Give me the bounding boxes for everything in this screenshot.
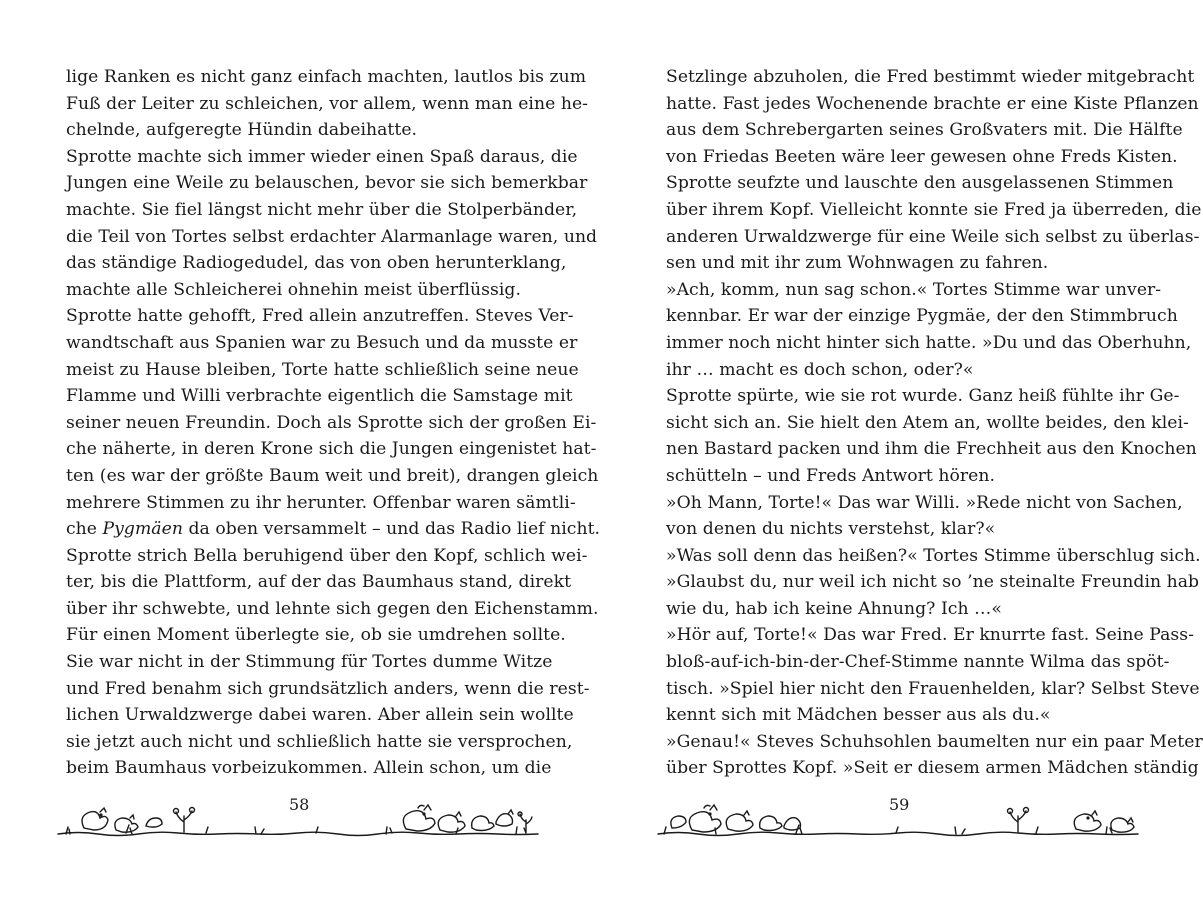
text-line: kennt sich mit Mädchen besser aus als du.« <box>666 705 1051 726</box>
text-line: »Ach, komm, nun sag schon.« Tortes Stimme war unver- <box>666 279 1162 300</box>
text-line: mehrere Stimmen zu ihr herunter. Offenbar waren sämtli- <box>66 492 576 513</box>
text-line: von denen du nichts verstehst, klar?« <box>666 519 996 540</box>
text-line: »Genau!« Steves Schuhsohlen baumelten nur ein paar Meter <box>666 731 1203 752</box>
text-line: ter, bis die Plattform, auf der das Baumhaus stand, direkt <box>66 572 572 593</box>
text-line: »Was soll denn das heißen?« Tortes Stimme überschlug sich. <box>666 545 1201 566</box>
text-line: und Fred benahm sich grundsätzlich anders, wenn die rest- <box>66 678 590 699</box>
text-line: tisch. »Spiel hier nicht den Frauenhelden, klar? Selbst Steve <box>666 678 1200 699</box>
text-line: aus dem Schrebergarten seines Großvaters mit. Die Hälfte <box>666 120 1183 141</box>
left-page-text <box>66 64 601 782</box>
text-line: Setzlinge abzuholen, die Fred bestimmt wieder mitgebracht <box>666 67 1195 87</box>
text-line: beim Baumhaus vorbeizukommen. Allein schon, um die <box>66 758 552 779</box>
text-line: »Glaubst du, nur weil ich nicht so ’ne steinalte Freundin hab <box>666 572 1200 593</box>
text-line: ten (es war der größte Baum weit und breit), drangen gleich <box>66 465 599 486</box>
text-line: lige Ranken es nicht ganz einfach machten, lautlos bis zum <box>66 67 587 87</box>
text-line: che näherte, in deren Krone sich die Jungen eingenistet hat- <box>66 439 597 460</box>
text-line: über Sprottes Kopf. »Seit er diesem armen Mädchen ständig <box>666 758 1199 779</box>
text-line: Sprotte machte sich immer wieder einen Spaß daraus, die <box>66 146 578 167</box>
text-line: ihr … macht es doch schon, oder?« <box>666 359 974 380</box>
text-line: nen Bastard packen und ihm die Frechheit aus den Knochen <box>666 439 1197 460</box>
text-line: sen und mit ihr zum Wohnwagen zu fahren. <box>666 253 1049 274</box>
text-line: »Hör auf, Torte!« Das war Fred. Er knurrte fast. Seine Pass- <box>666 625 1195 646</box>
text-line: von Friedas Beeten wäre leer gewesen ohne Freds Kisten. <box>666 146 1178 167</box>
text-line: über ihrem Kopf. Vielleicht konnte sie Fred ja überreden, die <box>666 199 1202 220</box>
text-line: seiner neuen Freundin. Doch als Sprotte sich der großen Ei- <box>66 412 597 433</box>
text-line: lichen Urwaldzwerge dabei waren. Aber allein sein wollte <box>66 705 574 726</box>
text-line: hatte. Fast jedes Wochenende brachte er eine Kiste Pflanzen <box>666 93 1199 114</box>
text-line: che Pygmäen da oben versammelt – und das Radio lief nicht. <box>66 519 601 540</box>
text-line: das ständige Radiogedudel, das von oben herunterklang, <box>66 253 567 274</box>
text-line: kennbar. Er war der einzige Pygmäe, der den Stimmbruch <box>666 306 1178 327</box>
text-line: Sie war nicht in der Stimmung für Tortes dumme Witze <box>66 652 553 673</box>
text-line: Für einen Moment überlegte sie, ob sie umdrehen sollte. <box>66 625 566 646</box>
text-line: meist zu Hause bleiben, Torte hatte schließlich seine neue <box>66 359 579 380</box>
right-page-text <box>666 64 1203 782</box>
text-line: »Oh Mann, Torte!« Das war Willi. »Rede nicht von Sachen, <box>666 492 1183 513</box>
text-line: die Teil von Tortes selbst erdachter Alarmanlage waren, und <box>66 226 598 247</box>
text-line: anderen Urwaldzwerge für eine Weile sich selbst zu überlas- <box>666 226 1200 247</box>
text-line: Sprotte strich Bella beruhigend über den Kopf, schlich wei- <box>66 545 588 566</box>
page-number-left: 58 <box>289 795 310 814</box>
text-line: immer noch nicht hinter sich hatte. »Du und das Oberhuhn, <box>666 332 1192 353</box>
text-line: machte alle Schleicherei ohnehin meist überflüssig. <box>66 279 521 300</box>
text-line: über ihr schwebte, und lehnte sich gegen den Eichenstamm. <box>66 598 599 619</box>
text-line: wandtschaft aus Spanien war zu Besuch und da musste er <box>66 332 578 353</box>
text-line: Sprotte spürte, wie sie rot wurde. Ganz heiß fühlte ihr Ge- <box>666 386 1180 407</box>
text-line: Flamme und Willi verbrachte eigentlich die Samstage mit <box>66 386 573 407</box>
text-line: Sprotte hatte gehofft, Fred allein anzutreffen. Steves Ver- <box>66 306 574 327</box>
text-line: chelnde, aufgeregte Hündin dabeihatte. <box>66 120 418 141</box>
text-line: Fuß der Leiter zu schleichen, vor allem, wenn man eine he- <box>66 93 589 114</box>
text-line: bloß-auf-ich-bin-der-Chef-Stimme nannte Wilma das spöt- <box>666 652 1170 673</box>
text-line: sicht sich an. Sie hielt den Atem an, wollte beides, den klei- <box>666 412 1189 433</box>
text-line: schütteln – und Freds Antwort hören. <box>666 465 996 486</box>
text-line: Jungen eine Weile zu belauschen, bevor sie sich bemerkbar <box>66 173 588 194</box>
text-line: Sprotte seufzte und lauschte den ausgelassenen Stimmen <box>666 173 1174 194</box>
text-line: machte. Sie fiel längst nicht mehr über die Stolperbänder, <box>66 199 578 220</box>
text-line: sie jetzt auch nicht und schließlich hatte sie versprochen, <box>66 731 573 752</box>
text-line: wie du, hab ich keine Ahnung? Ich …« <box>666 598 1002 619</box>
page-number-right: 59 <box>889 795 910 814</box>
